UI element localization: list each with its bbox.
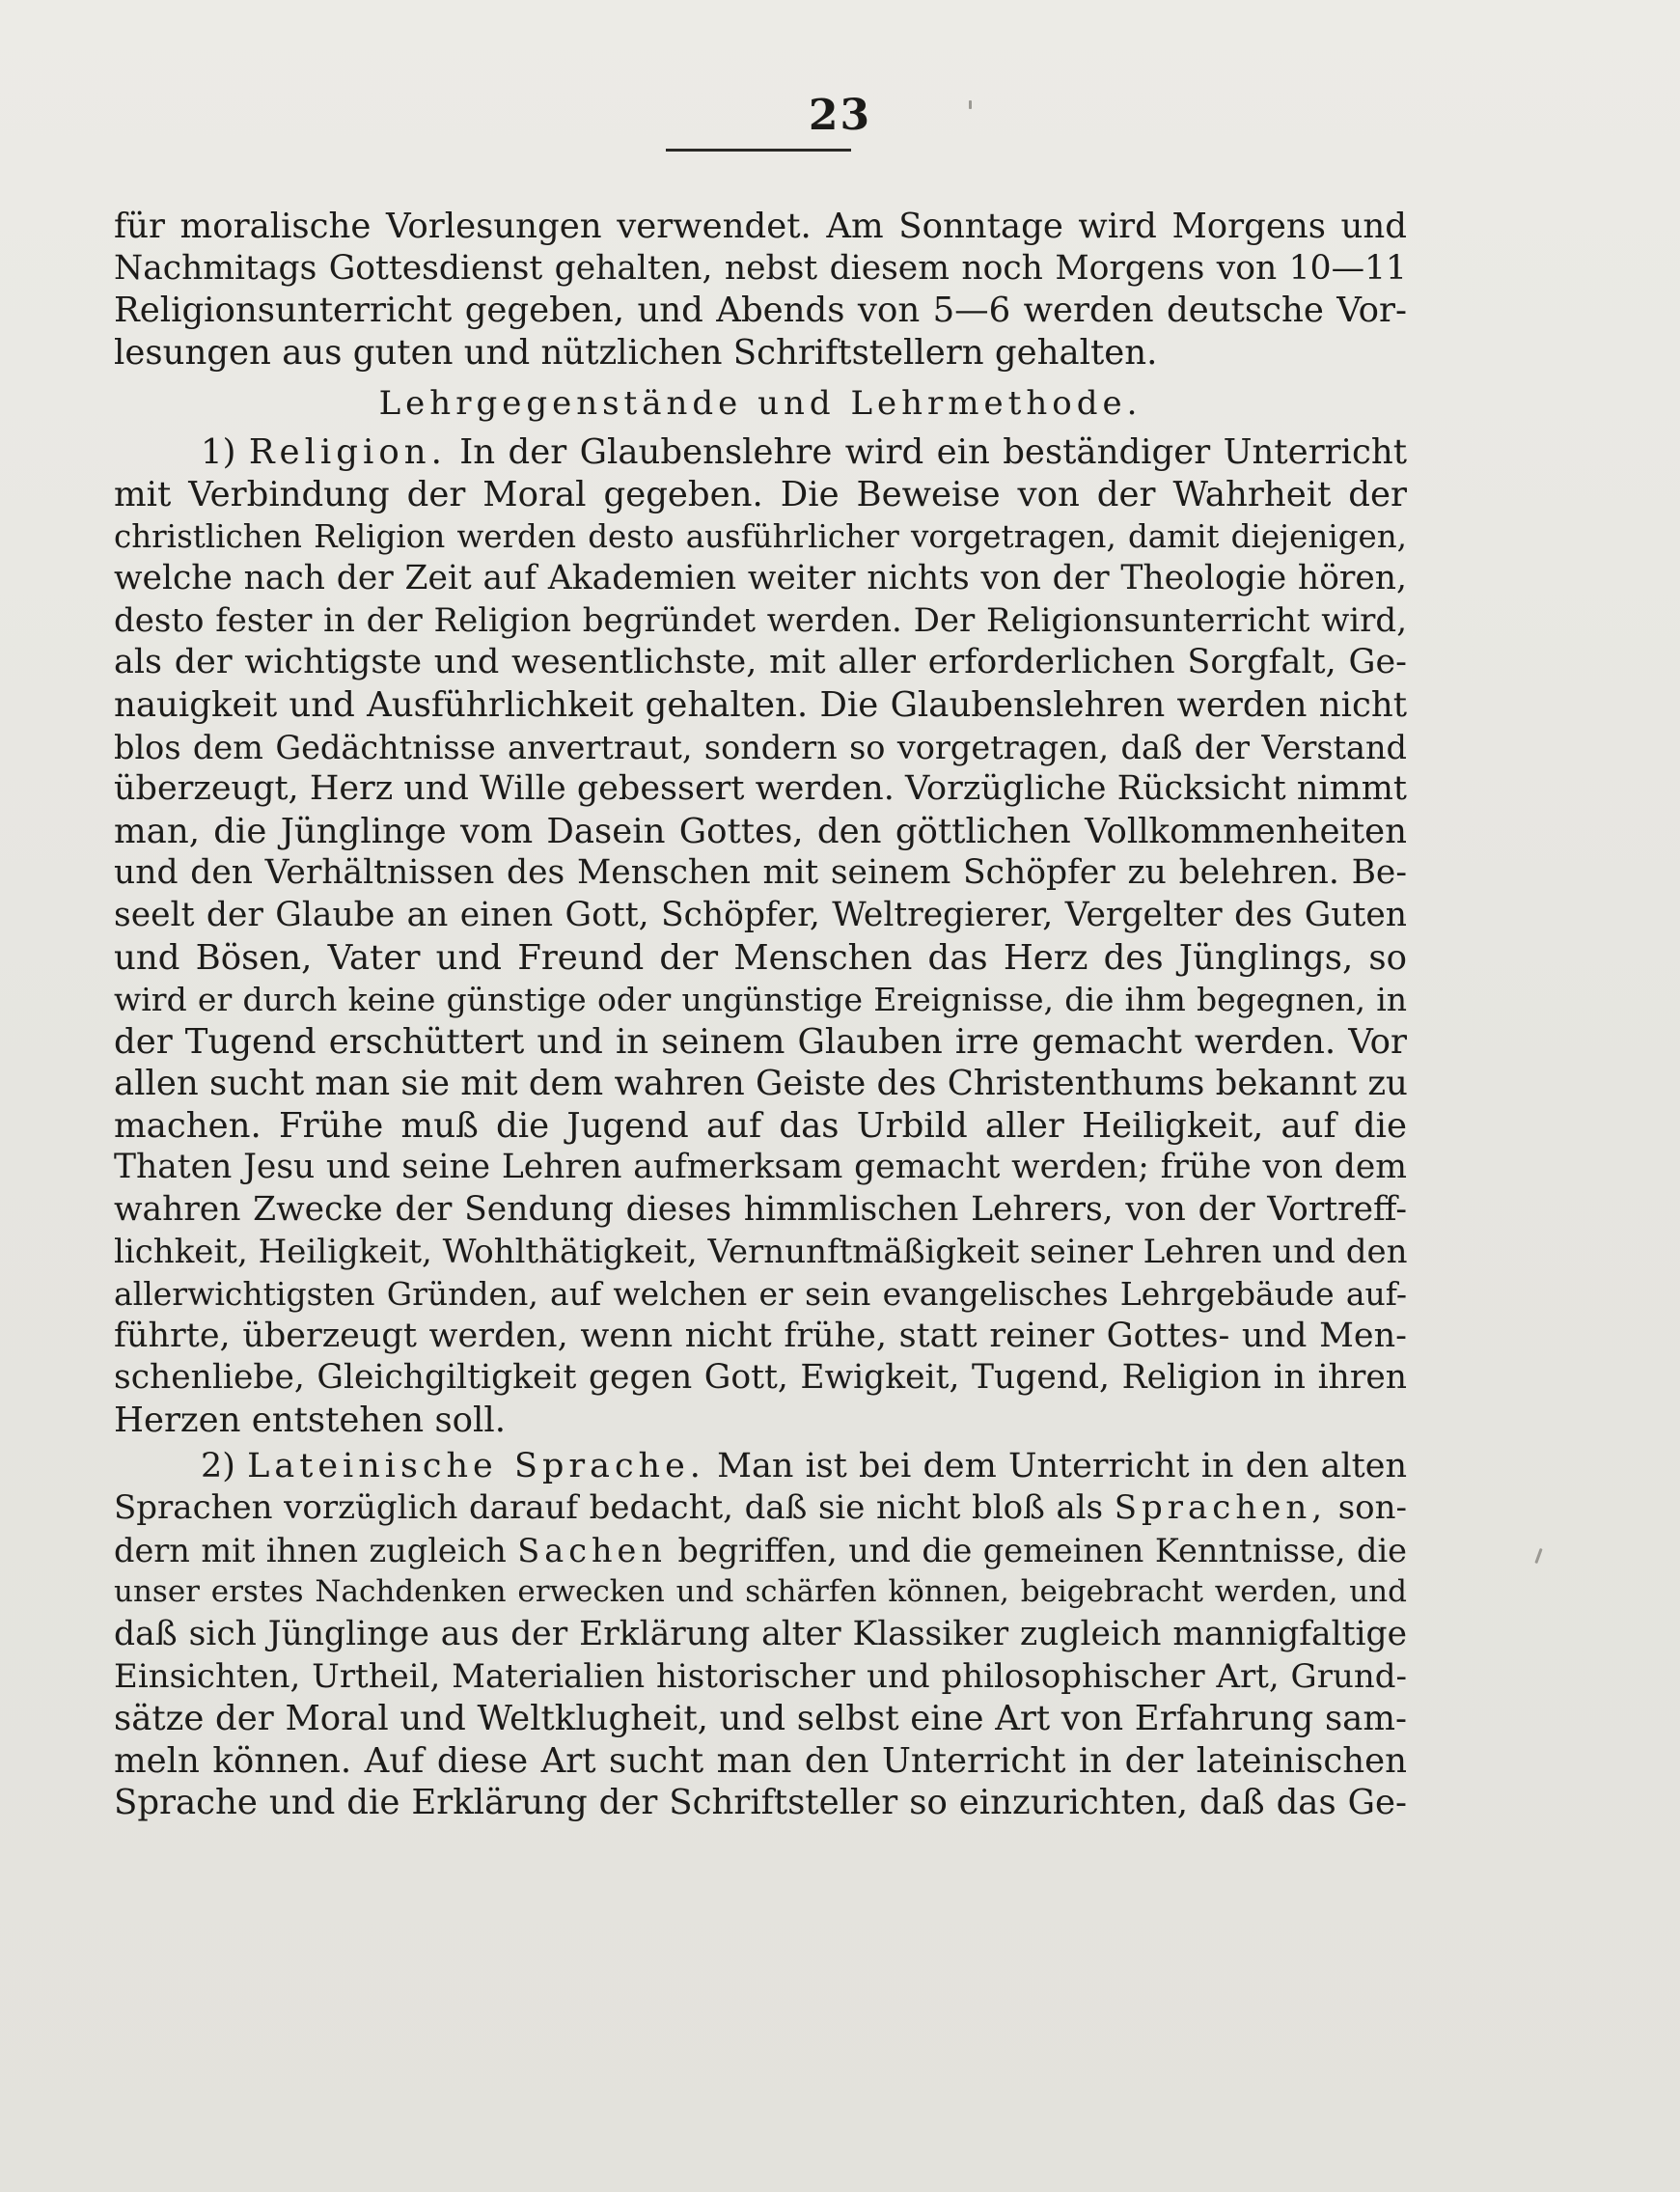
religion-first-line [114,431,1407,474]
paper-speck [969,100,972,109]
text-line: Nachmitags Gottesdienst gehalten, nebst diesem noch Morgens von 10—11 [114,248,1407,288]
text-segment: dern mit ihnen zugleich [114,1531,507,1569]
page-number: 23 [808,91,872,140]
emphasis-spaced: Sprachen, [1114,1488,1328,1528]
text-line [114,1530,1407,1572]
text-line: überzeugt, Herz und Wille gebessert werden. Vorzügliche Rücksicht nimmt [114,769,1407,809]
religion-first-line-text: In der Glaubenslehre wird ein beständiger Unterricht [459,432,1407,473]
paper-speck [1534,1548,1542,1564]
section-heading: Lehrgegenstände und Lehrmethode. [378,384,1143,424]
text-line: und Bösen, Vater und Freund der Menschen das Herz des Jünglings, so [114,937,1407,978]
text-line: als der wichtigste und wesentlichste, mit aller erforderlichen Sorgfalt, Ge- [114,643,1407,682]
text-line: für moralische Vorlesungen verwendet. Am Sonntage wird Morgens und [114,207,1407,246]
latin-paragraph [114,1446,1407,1824]
text-line [114,1487,1407,1530]
text-line: Thaten Jesu und seine Lehren aufmerksam gemacht werden; frühe von dem [114,1148,1407,1187]
body-text [114,206,1407,1824]
religion-number: 1) [201,432,236,473]
text-line: sätze der Moral und Weltklugheit, und selbst eine Art von Erfahrung sam- [114,1699,1407,1739]
text-line: Einsichten, Urtheil, Materialien historischer und philosophischer Art, Grund- [114,1656,1407,1696]
religion-title: Religion. [248,432,447,473]
text-line: desto fester in der Religion begründet werden. Der Religionsunterricht wird, [114,600,1407,640]
text-segment: begriffen, und die gemeinen Kenntnisse, die [677,1531,1408,1569]
latin-first-line-text: Man ist bei dem Unterricht in den alten [717,1446,1407,1485]
text-line: der Tugend erschüttert und in seinem Glauben irre gemacht werden. Vor [114,1021,1407,1062]
page-header [0,91,1680,140]
text-line: lesungen aus guten und nützlichen Schriftstellern gehalten. [114,332,1158,373]
text-line: man, die Jünglinge vom Dasein Gottes, den göttlichen Vollkommenheiten [114,811,1407,851]
text-segment: son- [1337,1488,1407,1528]
intro-paragraph [114,206,1407,374]
emphasis-spaced: Sachen [517,1531,667,1569]
text-line: welche nach der Zeit auf Akademien weiter nichts von der Theologie hören, [114,559,1407,598]
text-line: wahren Zwecke der Sendung dieses himmlischen Lehrers, von der Vortreff- [114,1190,1407,1230]
text-line: machen. Frühe muß die Jugend auf das Urbild aller Heiligkeit, auf die [114,1105,1407,1146]
text-line: nauigkeit und Ausführlichkeit gehalten. Die Glaubenslehren werden nicht [114,684,1407,725]
text-line: schenliebe, Gleichgiltigkeit gegen Gott, Ewigkeit, Tugend, Religion in ihren [114,1358,1407,1398]
text-line: wird er durch keine günstige oder ungünstige Ereignisse, die ihm begegnen, in [114,981,1407,1019]
text-line: Sprache und die Erklärung der Schriftsteller so einzurichten, daß das Ge- [114,1783,1407,1823]
text-line: blos dem Gedächtnisse anvertraut, sondern so vorgetragen, daß der Verstand [114,728,1407,766]
text-line: daß sich Jünglinge aus der Erklärung alter Klassiker zugleich mannigfaltige [114,1615,1407,1653]
text-line: und den Verhältnissen des Menschen mit seinem Schöpfer zu belehren. Be- [114,853,1407,893]
text-line: lichkeit, Heiligkeit, Wohlthätigkeit, Vernunftmäßigkeit seiner Lehren und den [114,1232,1408,1271]
text-line: christlichen Religion werden desto ausführlicher vorgetragen, damit diejenigen, [114,517,1407,555]
latin-first-line [114,1446,1407,1488]
text-line: allen sucht man sie mit dem wahren Geiste des Christenthums bekannt zu [114,1064,1408,1104]
text-line: allerwichtigsten Gründen, auf welchen er sein evangelisches Lehrgebäude auf- [114,1275,1407,1314]
text-line: Religionsunterricht gegeben, und Abends von 5—6 werden deutsche Vor- [114,291,1407,331]
text-line: führte, überzeugt werden, wenn nicht frühe, statt reiner Gottes- und Men- [114,1316,1407,1355]
religion-paragraph [114,431,1407,1441]
text-line: mit Verbindung der Moral gegeben. Die Beweise von der Wahrheit der [114,474,1407,514]
text-line: unser erstes Nachdenken erwecken und schärfen können, beigebracht werden, und [114,1574,1407,1610]
text-line: meln können. Auf diese Art sucht man den Unterricht in der lateinischen [114,1740,1407,1781]
latin-number: 2) [201,1446,235,1485]
latin-title: Lateinische Sprache. [247,1446,705,1485]
text-segment: Sprachen vorzüglich darauf bedacht, daß sie nicht bloß als [114,1488,1104,1528]
text-line: seelt der Glaube an einen Gott, Schöpfer, Weltregierer, Vergelter des Guten [114,895,1407,934]
text-line: Herzen entstehen soll. [114,1401,507,1441]
header-rule [666,149,851,152]
